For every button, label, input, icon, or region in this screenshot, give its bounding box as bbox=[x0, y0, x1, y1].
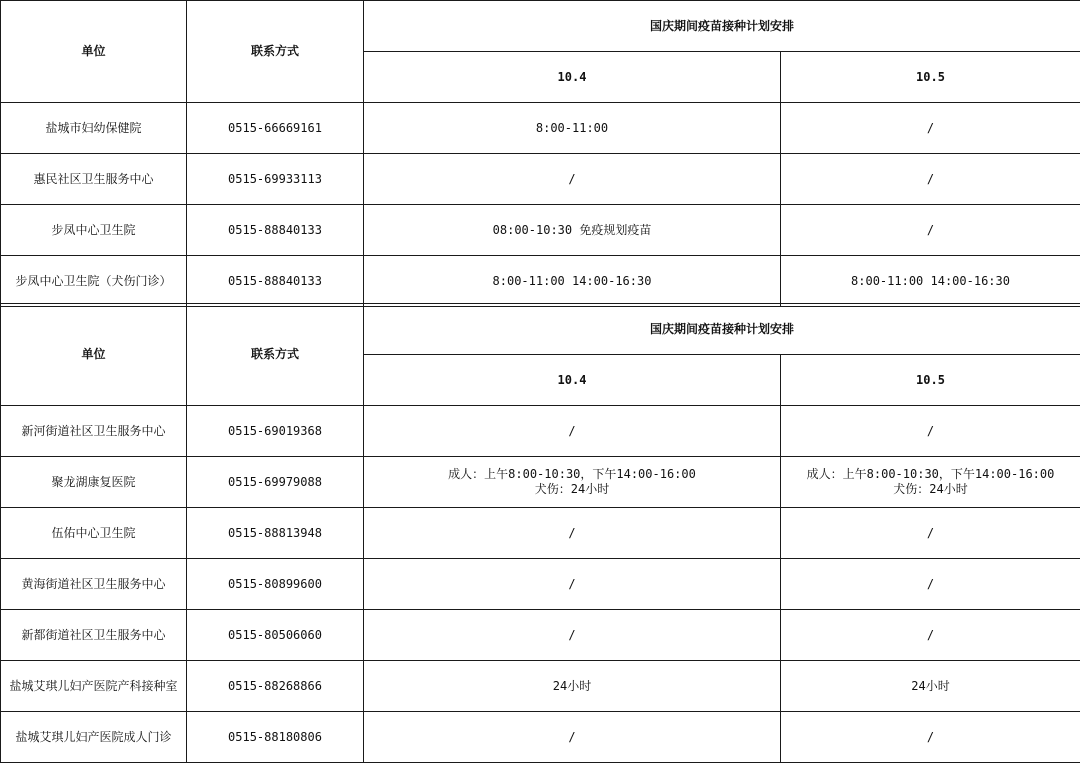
table-row bbox=[1, 712, 1080, 763]
phone-cell: 0515-69019368 bbox=[187, 406, 364, 457]
plan-title-header: 国庆期间疫苗接种计划安排 bbox=[364, 304, 1080, 355]
unit-cell: 新河街道社区卫生服务中心 bbox=[1, 406, 187, 457]
unit-cell: 盐城市妇幼保健院 bbox=[1, 103, 187, 154]
date2-cell: / bbox=[781, 154, 1080, 205]
date1-cell: 8:00-11:00 bbox=[364, 103, 781, 154]
phone-cell: 0515-88813948 bbox=[187, 508, 364, 559]
date2-cell: / bbox=[781, 406, 1080, 457]
phone-cell: 0515-88268866 bbox=[187, 661, 364, 712]
table-row bbox=[1, 559, 1080, 610]
vaccination-schedule-table-2 bbox=[0, 303, 1080, 763]
date2-cell: 24小时 bbox=[781, 661, 1080, 712]
phone-cell: 0515-80899600 bbox=[187, 559, 364, 610]
table-row bbox=[1, 406, 1080, 457]
dog-bite-hours-text: 犬伤：24小时 bbox=[368, 482, 776, 497]
unit-cell: 黄海街道社区卫生服务中心 bbox=[1, 559, 187, 610]
phone-cell: 0515-66669161 bbox=[187, 103, 364, 154]
table-row bbox=[1, 103, 1080, 154]
date2-cell: / bbox=[781, 610, 1080, 661]
date1-cell: / bbox=[364, 154, 781, 205]
header-row bbox=[1, 304, 1080, 355]
date-header-1: 10.4 bbox=[364, 355, 781, 406]
unit-header: 单位 bbox=[1, 304, 187, 406]
table-row bbox=[1, 508, 1080, 559]
unit-cell: 聚龙湖康复医院 bbox=[1, 457, 187, 508]
unit-cell: 盐城艾琪儿妇产医院产科接种室 bbox=[1, 661, 187, 712]
date1-cell: 8:00-11:00 14:00-16:30 bbox=[364, 256, 781, 307]
date1-cell: 08:00-10:30 免疫规划疫苗 bbox=[364, 205, 781, 256]
date2-cell: / bbox=[781, 205, 1080, 256]
date1-cell: / bbox=[364, 712, 781, 763]
date2-cell: / bbox=[781, 712, 1080, 763]
table-row bbox=[1, 205, 1080, 256]
unit-cell: 惠民社区卫生服务中心 bbox=[1, 154, 187, 205]
dog-bite-hours-text: 犬伤：24小时 bbox=[785, 482, 1076, 497]
phone-cell: 0515-69979088 bbox=[187, 457, 364, 508]
date2-cell: / bbox=[781, 508, 1080, 559]
date-header-2: 10.5 bbox=[781, 52, 1080, 103]
unit-cell: 步凤中心卫生院 bbox=[1, 205, 187, 256]
date1-cell: / bbox=[364, 508, 781, 559]
unit-cell: 新都街道社区卫生服务中心 bbox=[1, 610, 187, 661]
table-row bbox=[1, 610, 1080, 661]
date1-cell: / bbox=[364, 559, 781, 610]
table-row bbox=[1, 256, 1080, 307]
date2-cell bbox=[781, 457, 1080, 508]
plan-title-header: 国庆期间疫苗接种计划安排 bbox=[364, 1, 1080, 52]
phone-cell: 0515-80506060 bbox=[187, 610, 364, 661]
date1-cell: / bbox=[364, 610, 781, 661]
date-header-1: 10.4 bbox=[364, 52, 781, 103]
phone-cell: 0515-69933113 bbox=[187, 154, 364, 205]
table-row bbox=[1, 457, 1080, 508]
date1-cell bbox=[364, 457, 781, 508]
unit-cell: 盐城艾琪儿妇产医院成人门诊 bbox=[1, 712, 187, 763]
contact-header: 联系方式 bbox=[187, 304, 364, 406]
phone-cell: 0515-88840133 bbox=[187, 256, 364, 307]
unit-cell: 步凤中心卫生院（犬伤门诊） bbox=[1, 256, 187, 307]
date2-cell: / bbox=[781, 103, 1080, 154]
table-row bbox=[1, 661, 1080, 712]
phone-cell: 0515-88180806 bbox=[187, 712, 364, 763]
table-row bbox=[1, 154, 1080, 205]
date2-cell: / bbox=[781, 559, 1080, 610]
date1-cell: 24小时 bbox=[364, 661, 781, 712]
contact-header: 联系方式 bbox=[187, 1, 364, 103]
date-header-2: 10.5 bbox=[781, 355, 1080, 406]
date2-cell: 8:00-11:00 14:00-16:30 bbox=[781, 256, 1080, 307]
adult-hours-text: 成人：上午8:00-10:30，下午14:00-16:00 bbox=[368, 467, 776, 482]
adult-hours-text: 成人：上午8:00-10:30，下午14:00-16:00 bbox=[785, 467, 1076, 482]
header-row bbox=[1, 1, 1080, 52]
phone-cell: 0515-88840133 bbox=[187, 205, 364, 256]
unit-header: 单位 bbox=[1, 1, 187, 103]
unit-cell: 伍佑中心卫生院 bbox=[1, 508, 187, 559]
vaccination-schedule-table-1 bbox=[0, 0, 1080, 307]
date1-cell: / bbox=[364, 406, 781, 457]
